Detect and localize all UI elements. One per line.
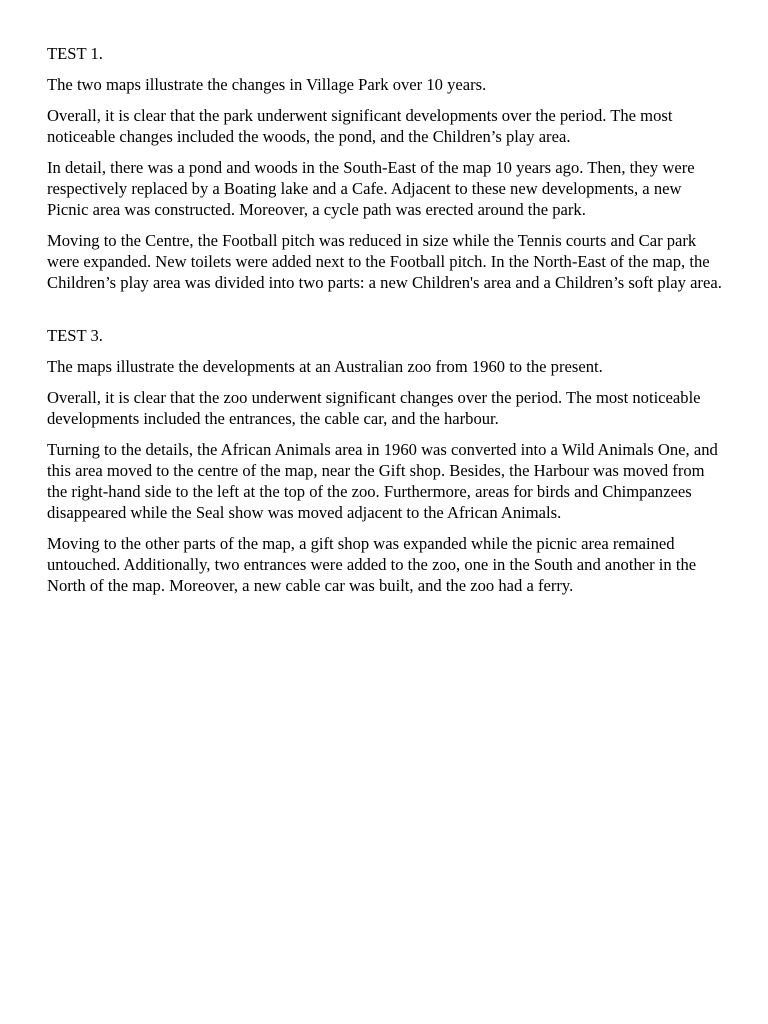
paragraph: Moving to the other parts of the map, a gift shop was expanded while the picnic area remained untouched. Additionally, two entrances were added to the zoo, one in the South and another in the North of the map. Moreover, a new cable car was built, and the zoo had a ferry. — [47, 534, 697, 595]
document-body — [47, 43, 727, 606]
paragraph: The two maps illustrate the changes in Village Park over 10 years. — [47, 75, 487, 94]
paragraph: The maps illustrate the developments at an Australian zoo from 1960 to the present. — [47, 357, 603, 376]
paragraph: Overall, it is clear that the park underwent significant developments over the period. The most noticeable changes included the woods, the pond, and the Children’s play area. — [47, 106, 673, 146]
paragraph: Turning to the details, the African Animals area in 1960 was converted into a Wild Animals One, and this area moved to the centre of the map, near the Gift shop. Besides, the Harbour was moved from the right-hand side to the left at the top of the zoo. Furthermore, areas for birds and Chimpanzees disappeared while the Seal show was moved adjacent to the African Animals. — [47, 440, 718, 522]
paragraph: In detail, there was a pond and woods in the South-East of the map 10 years ago. Then, they were respectively replaced by a Boating lake and a Cafe. Adjacent to these new developments, a new Picnic area was constructed. Moreover, a cycle path was erected around the park. — [47, 158, 695, 219]
section-test-3 — [47, 325, 727, 596]
section-heading: TEST 3. — [47, 326, 103, 345]
section-test-1 — [47, 43, 727, 293]
paragraph: Overall, it is clear that the zoo underwent significant changes over the period. The most noticeable developments included the entrances, the cable car, and the harbour. — [47, 388, 701, 428]
section-heading: TEST 1. — [47, 44, 103, 63]
paragraph: Moving to the Centre, the Football pitch was reduced in size while the Tennis courts and Car park were expanded. New toilets were added next to the Football pitch. In the North-East of the map, the Children’s play area was divided into two parts: a new Children's area and a Children’s soft play area. — [47, 231, 722, 292]
